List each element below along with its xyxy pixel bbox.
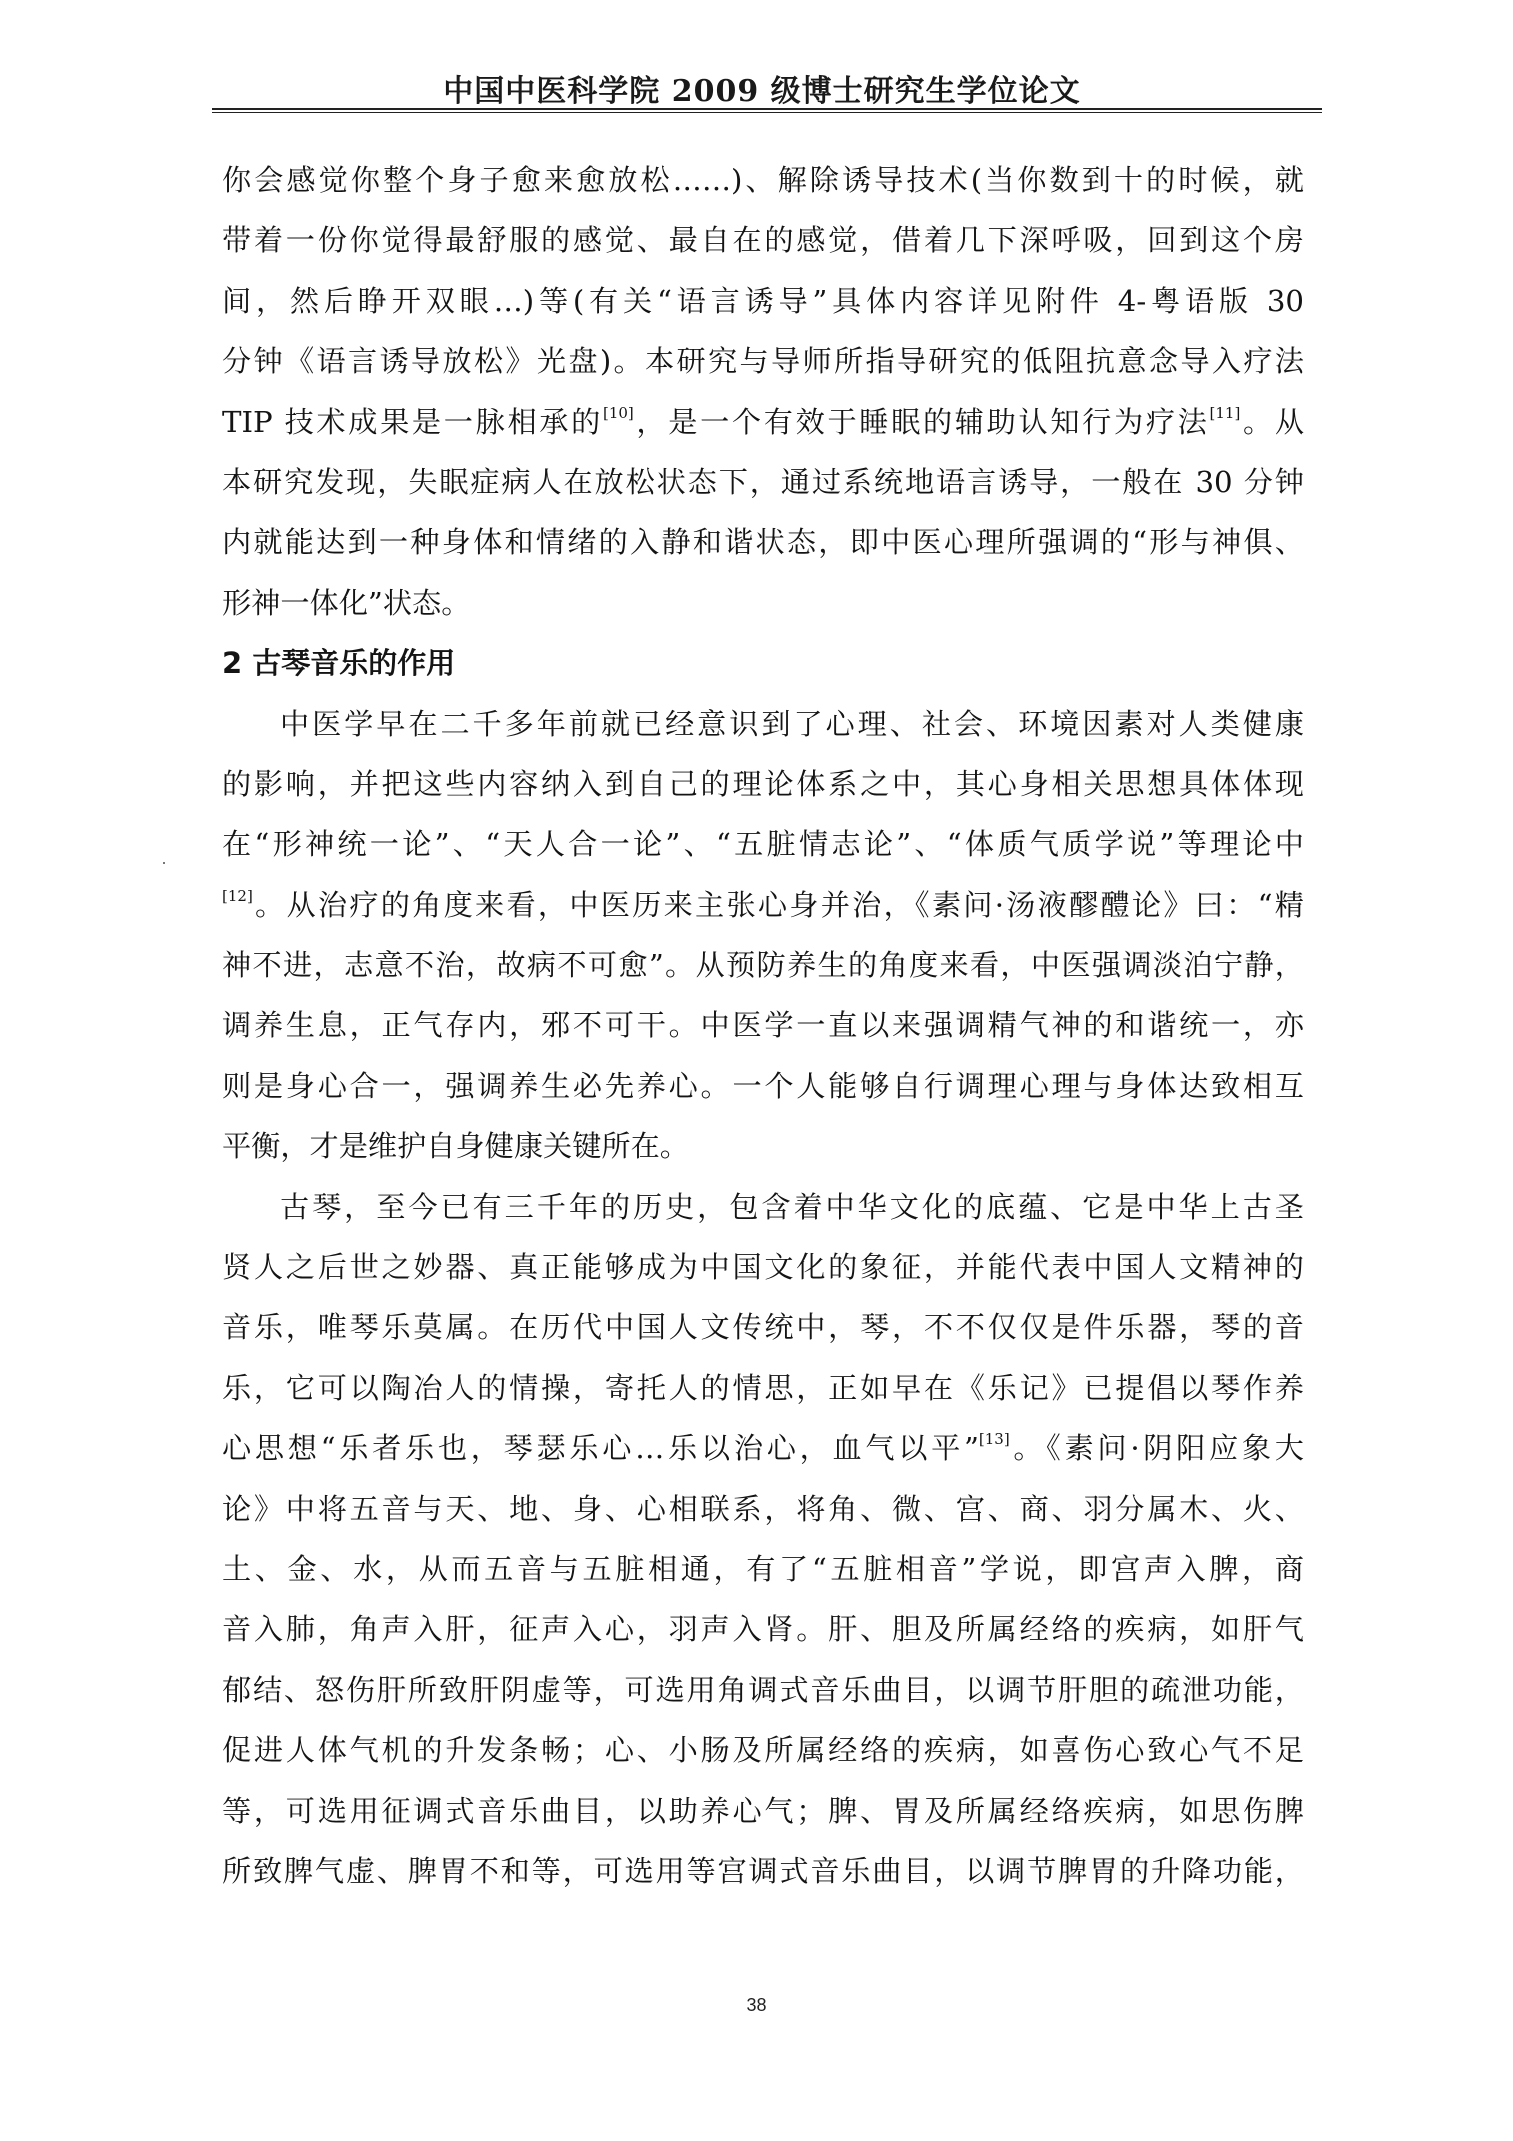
citation-11: [11]	[1209, 403, 1241, 422]
text-line: 乐，它可以陶冶人的情操，寄托人的情思，正如早在《乐记》已提倡以琴作养	[222, 1370, 1304, 1405]
header-rule	[212, 108, 1322, 110]
citation-12: [12]	[222, 886, 253, 905]
page-number: 38	[746, 1995, 767, 2015]
scan-speck	[163, 862, 165, 864]
text-segment: 心思想“乐者乐也，琴瑟乐心…乐以治心，血气以平”	[222, 1431, 979, 1466]
text-line: 土、金、水，从而五音与五脏相通，有了“五脏相音”学说，即宫声入脾，商	[222, 1551, 1304, 1586]
text-line: 论》中将五音与天、地、身、心相联系，将角、微、宫、商、羽分属木、火、	[222, 1491, 1304, 1526]
header-rule-thin	[212, 112, 1322, 113]
text-line: 间，然后睁开双眼…)等(有关“语言诱导”具体内容详见附件 4-粤语版 30	[222, 283, 1304, 318]
text-line	[222, 875, 1304, 935]
text-line	[222, 392, 1304, 452]
text-line: 中医学早在二千多年前就已经意识到了心理、社会、环境因素对人类健康	[280, 706, 1304, 741]
text-line: 古琴，至今已有三千年的历史，包含着中华文化的底蕴、它是中华上古圣	[280, 1189, 1304, 1224]
text-line: 神不进，志意不治，故病不可愈”。从预防养生的角度来看，中医强调淡泊宁静，	[222, 948, 1304, 983]
text-line: 所致脾气虚、脾胃不和等，可选用等宫调式音乐曲目，以调节脾胃的升降功能，	[222, 1853, 1304, 1888]
text-line: 则是身心合一，强调养生必先养心。一个人能够自行调理心理与身体达致相互	[222, 1068, 1304, 1103]
text-line: 郁结、怒伤肝所致肝阴虚等，可选用角调式音乐曲目，以调节肝胆的疏泄功能，	[222, 1672, 1304, 1707]
text-line	[222, 1418, 1304, 1478]
text-line: 等，可选用征调式音乐曲目，以助养心气；脾、胃及所属经络疾病，如思伤脾	[222, 1793, 1304, 1828]
text-line: 音乐，唯琴乐莫属。在历代中国人文传统中，琴，不不仅仅是件乐器，琴的音	[222, 1310, 1304, 1345]
text-line: 形神一体化”状态。	[222, 585, 471, 620]
text-line: 平衡，才是维护自身健康关键所在。	[222, 1129, 689, 1164]
text-line: 分钟《语言诱导放松》光盘)。本研究与导师所指导研究的低阻抗意念导入疗法	[222, 344, 1304, 379]
text-segment: ，是一个有效于睡眠的辅助认知行为疗法	[633, 404, 1210, 439]
running-header: 中国中医科学院 2009 级博士研究生学位论文	[443, 74, 1081, 109]
text-segment: 。从	[1240, 404, 1304, 439]
text-line: 促进人体气机的升发条畅；心、小肠及所属经络的疾病，如喜伤心致心气不足	[222, 1733, 1304, 1768]
text-line: 带着一份你觉得最舒服的感觉、最自在的感觉，借着几下深呼吸，回到这个房	[222, 223, 1304, 258]
text-line: 内就能达到一种身体和情绪的入静和谐状态，即中医心理所强调的“形与神俱、	[222, 525, 1304, 560]
text-segment: TIP 技术成果是一脉相承的	[222, 404, 603, 439]
body-text	[222, 150, 1304, 1901]
text-segment: 。《素问·阴阳应象大	[1009, 1431, 1304, 1466]
citation-10: [10]	[602, 403, 634, 422]
text-segment: 。从治疗的角度来看，中医历来主张心身并治，《素问·汤液醪醴论》曰：“精	[252, 887, 1304, 922]
text-line: 调养生息，正气存内，邪不可干。中医学一直以来强调精气神的和谐统一，亦	[222, 1008, 1304, 1043]
citation-13: [13]	[978, 1430, 1010, 1449]
text-line: 贤人之后世之妙器、真正能够成为中国文化的象征，并能代表中国人文精神的	[222, 1250, 1304, 1285]
text-line: 本研究发现，失眠症病人在放松状态下，通过系统地语言诱导，一般在 30 分钟	[222, 464, 1304, 499]
text-line: 的影响，并把这些内容纳入到自己的理论体系之中，其心身相关思想具体体现	[222, 766, 1304, 801]
text-line: 你会感觉你整个身子愈来愈放松……)、解除诱导技术(当你数到十的时候，就	[222, 163, 1304, 197]
text-line: 在“形神统一论”、“天人合一论”、“五脏情志论”、“体质气质学说”等理论中	[222, 827, 1304, 862]
text-line: 音入肺，角声入肝，征声入心，羽声入肾。肝、胆及所属经络的疾病，如肝气	[222, 1612, 1304, 1647]
section-heading: 2 古琴音乐的作用	[222, 646, 456, 681]
